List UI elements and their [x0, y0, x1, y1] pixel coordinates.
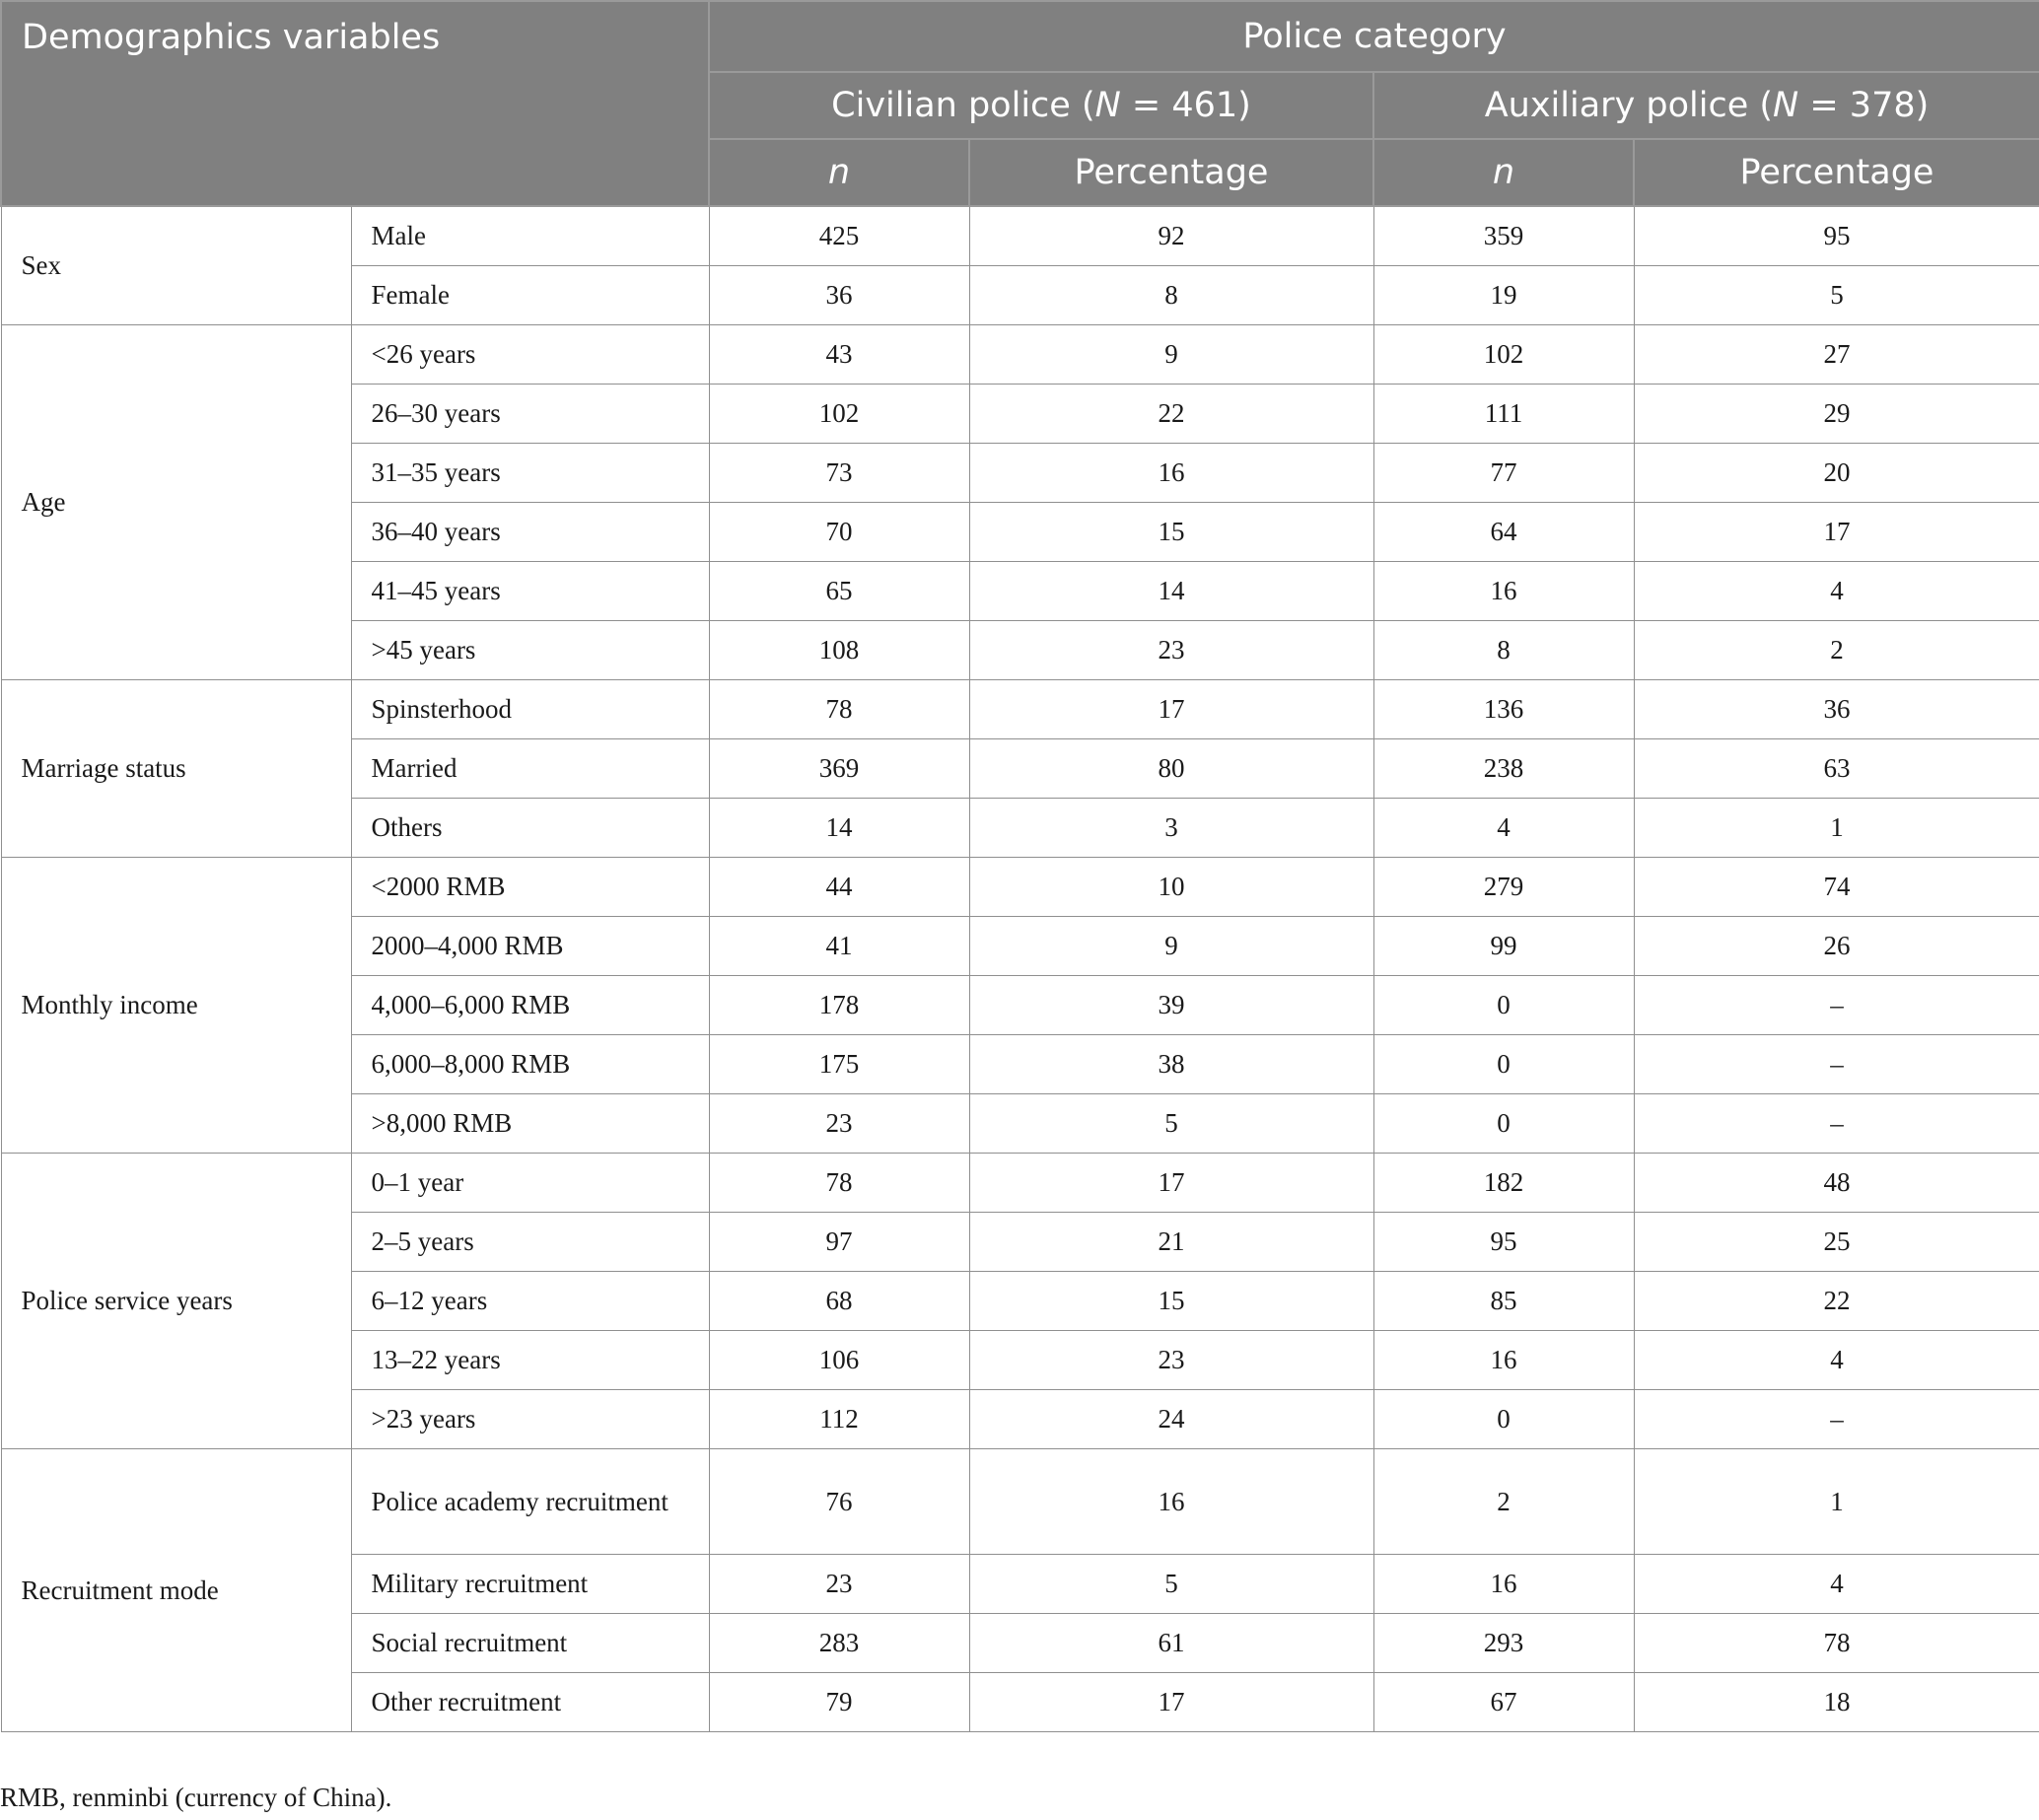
auxiliary-n-cell: 111: [1373, 385, 1634, 444]
civilian-n-cell: 76: [709, 1449, 969, 1555]
auxiliary-n-cell: 0: [1373, 1035, 1634, 1094]
subcategory-cell: Other recruitment: [351, 1673, 709, 1732]
civilian-n-cell: 68: [709, 1272, 969, 1331]
civilian-n-symbol: N: [1094, 86, 1121, 125]
civilian-percentage-cell: 61: [969, 1614, 1373, 1673]
auxiliary-percentage-cell: –: [1634, 1035, 2039, 1094]
auxiliary-n-cell: 67: [1373, 1673, 1634, 1732]
auxiliary-n-cell: 77: [1373, 444, 1634, 503]
civilian-percentage-cell: 16: [969, 444, 1373, 503]
auxiliary-suffix: = 378): [1798, 86, 1930, 125]
auxiliary-percentage-cell: 27: [1634, 325, 2039, 385]
civilian-n-cell: 65: [709, 562, 969, 621]
civilian-n-cell: 36: [709, 266, 969, 325]
header-auxiliary-n: n: [1373, 139, 1634, 206]
civilian-prefix: Civilian police (: [831, 86, 1095, 125]
table-row: [1, 858, 2039, 917]
auxiliary-percentage-cell: 22: [1634, 1272, 2039, 1331]
header-police-category: Police category: [709, 1, 2039, 72]
civilian-percentage-cell: 17: [969, 1673, 1373, 1732]
auxiliary-percentage-cell: 74: [1634, 858, 2039, 917]
civilian-percentage-cell: 22: [969, 385, 1373, 444]
auxiliary-n-cell: 16: [1373, 1555, 1634, 1614]
civilian-n-cell: 23: [709, 1555, 969, 1614]
auxiliary-percentage-cell: 63: [1634, 739, 2039, 799]
auxiliary-n-cell: 359: [1373, 206, 1634, 266]
civilian-n-cell: 369: [709, 739, 969, 799]
auxiliary-percentage-cell: 1: [1634, 799, 2039, 858]
civilian-percentage-cell: 5: [969, 1555, 1373, 1614]
civilian-n-cell: 14: [709, 799, 969, 858]
auxiliary-n-cell: 293: [1373, 1614, 1634, 1673]
civilian-percentage-cell: 9: [969, 325, 1373, 385]
civilian-percentage-cell: 80: [969, 739, 1373, 799]
subcategory-cell: 26–30 years: [351, 385, 709, 444]
auxiliary-n-cell: 8: [1373, 621, 1634, 680]
civilian-percentage-cell: 39: [969, 976, 1373, 1035]
subcategory-cell: 31–35 years: [351, 444, 709, 503]
auxiliary-n-cell: 0: [1373, 1094, 1634, 1154]
subcategory-cell: Others: [351, 799, 709, 858]
auxiliary-n-cell: 238: [1373, 739, 1634, 799]
auxiliary-n-cell: 0: [1373, 1390, 1634, 1449]
subcategory-cell: Military recruitment: [351, 1555, 709, 1614]
subcategory-cell: Police academy recruitment: [351, 1449, 709, 1555]
civilian-n-cell: 78: [709, 1154, 969, 1213]
auxiliary-n-cell: 4: [1373, 799, 1634, 858]
auxiliary-n-cell: 99: [1373, 917, 1634, 976]
subcategory-cell: Spinsterhood: [351, 680, 709, 739]
category-cell: Marriage status: [1, 680, 351, 858]
table-footnote: RMB, renminbi (currency of China).: [0, 1783, 392, 1812]
civilian-n-cell: 112: [709, 1390, 969, 1449]
header-civilian-n: n: [709, 139, 969, 206]
subcategory-cell: <2000 RMB: [351, 858, 709, 917]
table-header: [1, 1, 2039, 206]
civilian-percentage-cell: 3: [969, 799, 1373, 858]
auxiliary-percentage-cell: 4: [1634, 1331, 2039, 1390]
auxiliary-prefix: Auxiliary police (: [1484, 86, 1774, 125]
auxiliary-percentage-cell: 36: [1634, 680, 2039, 739]
civilian-n-cell: 106: [709, 1331, 969, 1390]
subcategory-cell: Social recruitment: [351, 1614, 709, 1673]
civilian-percentage-cell: 16: [969, 1449, 1373, 1555]
civilian-percentage-cell: 9: [969, 917, 1373, 976]
civilian-n-cell: 78: [709, 680, 969, 739]
civilian-percentage-cell: 23: [969, 1331, 1373, 1390]
civilian-n-cell: 175: [709, 1035, 969, 1094]
civilian-n-cell: 73: [709, 444, 969, 503]
civilian-percentage-cell: 15: [969, 503, 1373, 562]
auxiliary-percentage-cell: 1: [1634, 1449, 2039, 1555]
header-demographics-variables: Demographics variables: [1, 1, 709, 206]
auxiliary-n-cell: 64: [1373, 503, 1634, 562]
subcategory-cell: 6–12 years: [351, 1272, 709, 1331]
subcategory-cell: >8,000 RMB: [351, 1094, 709, 1154]
civilian-percentage-cell: 21: [969, 1213, 1373, 1272]
subcategory-cell: Married: [351, 739, 709, 799]
civilian-percentage-cell: 14: [969, 562, 1373, 621]
civilian-n-cell: 102: [709, 385, 969, 444]
subcategory-cell: Female: [351, 266, 709, 325]
civilian-percentage-cell: 38: [969, 1035, 1373, 1094]
auxiliary-percentage-cell: 5: [1634, 266, 2039, 325]
category-cell: Police service years: [1, 1154, 351, 1449]
civilian-n-cell: 41: [709, 917, 969, 976]
auxiliary-percentage-cell: –: [1634, 1094, 2039, 1154]
auxiliary-n-cell: 16: [1373, 562, 1634, 621]
table-row: [1, 206, 2039, 266]
civilian-n-cell: 283: [709, 1614, 969, 1673]
auxiliary-percentage-cell: –: [1634, 1390, 2039, 1449]
civilian-percentage-cell: 92: [969, 206, 1373, 266]
auxiliary-n-cell: 102: [1373, 325, 1634, 385]
auxiliary-percentage-cell: 78: [1634, 1614, 2039, 1673]
auxiliary-percentage-cell: 95: [1634, 206, 2039, 266]
header-civilian-percentage: Percentage: [969, 139, 1373, 206]
subcategory-cell: 2000–4,000 RMB: [351, 917, 709, 976]
civilian-percentage-cell: 24: [969, 1390, 1373, 1449]
auxiliary-percentage-cell: 26: [1634, 917, 2039, 976]
subcategory-cell: 4,000–6,000 RMB: [351, 976, 709, 1035]
table-row: [1, 1154, 2039, 1213]
civilian-percentage-cell: 17: [969, 680, 1373, 739]
auxiliary-percentage-cell: 4: [1634, 562, 2039, 621]
table-row: [1, 680, 2039, 739]
civilian-n-cell: 23: [709, 1094, 969, 1154]
auxiliary-percentage-cell: 17: [1634, 503, 2039, 562]
civilian-n-cell: 44: [709, 858, 969, 917]
civilian-n-cell: 79: [709, 1673, 969, 1732]
category-cell: Age: [1, 325, 351, 680]
header-civilian-police: [709, 72, 1373, 139]
civilian-percentage-cell: 10: [969, 858, 1373, 917]
subcategory-cell: Male: [351, 206, 709, 266]
category-cell: Monthly income: [1, 858, 351, 1154]
auxiliary-percentage-cell: 18: [1634, 1673, 2039, 1732]
auxiliary-n-cell: 2: [1373, 1449, 1634, 1555]
auxiliary-percentage-cell: 2: [1634, 621, 2039, 680]
auxiliary-n-symbol: N: [1773, 86, 1799, 125]
auxiliary-n-cell: 19: [1373, 266, 1634, 325]
civilian-percentage-cell: 17: [969, 1154, 1373, 1213]
subcategory-cell: 0–1 year: [351, 1154, 709, 1213]
civilian-n-cell: 425: [709, 206, 969, 266]
auxiliary-percentage-cell: 29: [1634, 385, 2039, 444]
subcategory-cell: <26 years: [351, 325, 709, 385]
auxiliary-percentage-cell: 20: [1634, 444, 2039, 503]
auxiliary-n-cell: 182: [1373, 1154, 1634, 1213]
auxiliary-n-cell: 279: [1373, 858, 1634, 917]
header-auxiliary-percentage: Percentage: [1634, 139, 2039, 206]
auxiliary-n-cell: 85: [1373, 1272, 1634, 1331]
civilian-n-cell: 70: [709, 503, 969, 562]
civilian-percentage-cell: 15: [969, 1272, 1373, 1331]
subcategory-cell: >23 years: [351, 1390, 709, 1449]
civilian-n-cell: 178: [709, 976, 969, 1035]
civilian-n-cell: 97: [709, 1213, 969, 1272]
auxiliary-percentage-cell: 48: [1634, 1154, 2039, 1213]
civilian-n-cell: 43: [709, 325, 969, 385]
civilian-suffix: = 461): [1120, 86, 1251, 125]
auxiliary-n-cell: 136: [1373, 680, 1634, 739]
civilian-percentage-cell: 5: [969, 1094, 1373, 1154]
auxiliary-percentage-cell: 4: [1634, 1555, 2039, 1614]
auxiliary-n-cell: 16: [1373, 1331, 1634, 1390]
subcategory-cell: 41–45 years: [351, 562, 709, 621]
civilian-percentage-cell: 8: [969, 266, 1373, 325]
subcategory-cell: >45 years: [351, 621, 709, 680]
auxiliary-percentage-cell: –: [1634, 976, 2039, 1035]
subcategory-cell: 13–22 years: [351, 1331, 709, 1390]
subcategory-cell: 6,000–8,000 RMB: [351, 1035, 709, 1094]
table-row: [1, 325, 2039, 385]
table-row: [1, 1449, 2039, 1555]
auxiliary-percentage-cell: 25: [1634, 1213, 2039, 1272]
auxiliary-n-cell: 95: [1373, 1213, 1634, 1272]
civilian-n-cell: 108: [709, 621, 969, 680]
subcategory-cell: 36–40 years: [351, 503, 709, 562]
subcategory-cell: 2–5 years: [351, 1213, 709, 1272]
header-auxiliary-police: [1373, 72, 2039, 139]
auxiliary-n-cell: 0: [1373, 976, 1634, 1035]
table-body: [1, 206, 2039, 1732]
category-cell: Sex: [1, 206, 351, 325]
civilian-percentage-cell: 23: [969, 621, 1373, 680]
category-cell: Recruitment mode: [1, 1449, 351, 1732]
